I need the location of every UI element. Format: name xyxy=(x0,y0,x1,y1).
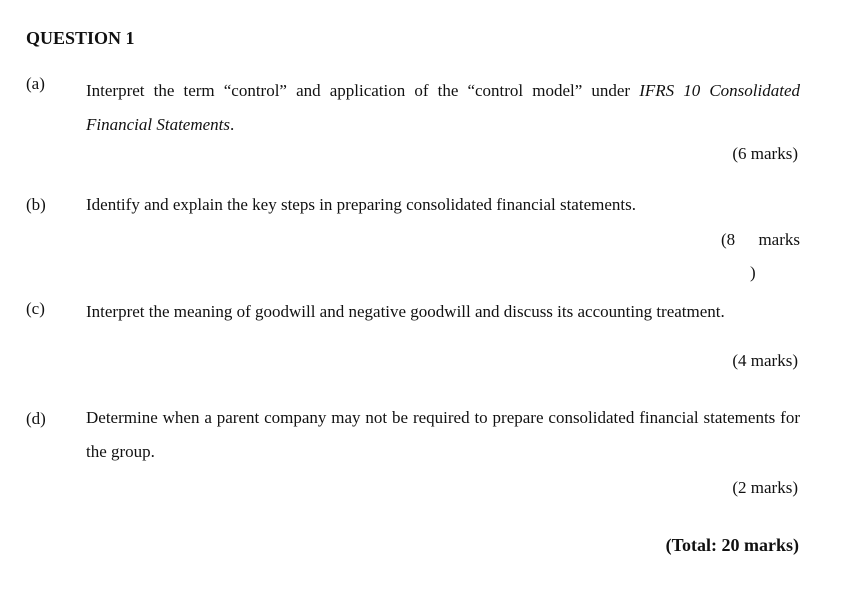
question-b-marks: (8 marks xyxy=(721,230,800,249)
question-a-text xyxy=(86,74,800,142)
question-c-label: (c) xyxy=(26,299,45,318)
question-d-label: (d) xyxy=(26,409,46,428)
question-a-text-end: . xyxy=(230,115,235,134)
question-a-marks: (6 marks) xyxy=(732,144,798,163)
question-b-marks-close: ) xyxy=(750,263,756,282)
question-b-label: (b) xyxy=(26,195,46,214)
question-c-text: Interpret the meaning of goodwill and negative goodwill and discuss its accounting treatment. xyxy=(86,302,725,321)
question-a-standard-name: IFRS 10 Consolidated Financial Statements xyxy=(86,81,800,134)
question-a-label: (a) xyxy=(26,74,45,93)
question-d-text: Determine when a parent company may not be required to prepare consolidated financial statements for the group. xyxy=(86,408,800,461)
page-title: QUESTION 1 xyxy=(26,28,135,48)
question-c-marks: (4 marks) xyxy=(732,351,798,370)
question-a-text-start: Interpret the term “control” and application of the “control model” under xyxy=(86,81,640,100)
question-b-text: Identify and explain the key steps in preparing consolidated financial statements. xyxy=(86,195,636,214)
total-marks: (Total: 20 marks) xyxy=(665,535,799,555)
question-d-marks: (2 marks) xyxy=(732,478,798,497)
